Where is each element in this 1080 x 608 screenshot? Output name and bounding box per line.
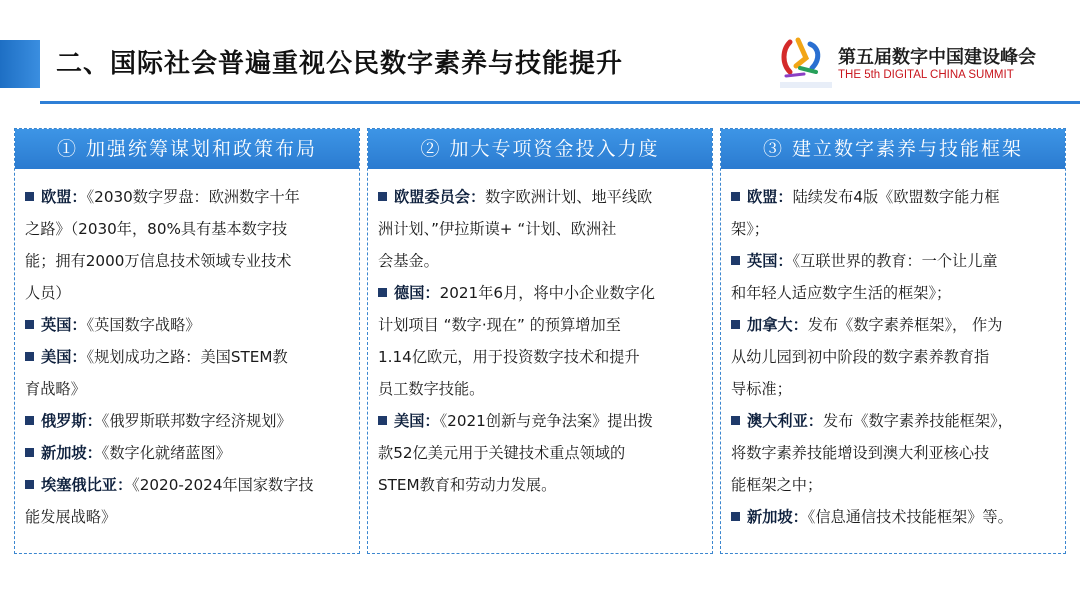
item-country: 欧盟委员会：	[394, 188, 486, 206]
item-country: 欧盟：	[747, 188, 793, 206]
column-header: ② 加大专项资金投入力度	[368, 129, 712, 169]
list-item-continuation	[731, 469, 1057, 501]
square-bullet-icon	[378, 416, 387, 425]
column-policy	[14, 128, 360, 554]
list-item	[731, 309, 1057, 341]
list-item	[25, 341, 351, 373]
item-text: 《规划成功之路：美国STEM教	[86, 348, 288, 366]
item-text: 款52亿美元用于关键技术重点领域的	[378, 444, 626, 462]
item-text: 能；拥有2000万信息技术领域专业技术	[25, 252, 292, 270]
list-item-continuation	[378, 213, 704, 245]
item-text: 1.14亿欧元，用于投资数字技术和提升	[378, 348, 640, 366]
list-item-continuation	[25, 213, 351, 245]
item-text: 发布《数字素养技能框架》，	[822, 412, 1013, 430]
list-item	[731, 501, 1057, 533]
column-body	[25, 181, 351, 533]
column-header: ① 加强统筹谋划和政策布局	[15, 129, 359, 169]
item-text: 从幼儿园到初中阶段的数字素养教育指	[731, 348, 990, 366]
list-item-continuation	[731, 213, 1057, 245]
list-item-continuation	[378, 373, 704, 405]
column-body	[731, 181, 1057, 533]
summit-name-cn: 第五届数字中国建设峰会	[838, 47, 1036, 68]
item-country: 俄罗斯：	[41, 412, 102, 430]
item-text: 员工数字技能。	[378, 380, 485, 398]
item-country: 美国：	[41, 348, 87, 366]
item-country: 加拿大：	[747, 316, 808, 334]
slide-title: 二、国际社会普遍重视公民数字素养与技能提升	[56, 49, 624, 79]
list-item	[378, 181, 704, 213]
item-text: 《互联世界的教育：一个让儿童	[792, 252, 998, 270]
header-divider	[40, 101, 1080, 104]
summit-emblem-icon	[776, 36, 836, 92]
item-text: 育战略》	[25, 380, 86, 398]
column-header: ③ 建立数字素养与技能框架	[721, 129, 1065, 169]
item-text: 《俄罗斯联邦数字经济规划》	[101, 412, 292, 430]
item-country: 新加坡：	[747, 508, 808, 526]
item-text: 《2030数字罗盘：欧洲数字十年	[86, 188, 300, 206]
item-text: 将数字素养技能增设到澳大利亚核心技	[731, 444, 990, 462]
list-item	[25, 181, 351, 213]
list-item	[731, 405, 1057, 437]
item-text: 能框架之中；	[731, 476, 823, 494]
item-text: 《英国数字战略》	[86, 316, 201, 334]
square-bullet-icon	[25, 320, 34, 329]
item-text: 能发展战略》	[25, 508, 117, 526]
column-body	[378, 181, 704, 501]
summit-name-en: THE 5th DIGITAL CHINA SUMMIT	[838, 69, 1014, 81]
column-funding	[367, 128, 713, 554]
list-item-continuation	[731, 373, 1057, 405]
list-item-continuation	[25, 501, 351, 533]
item-text: 《信息通信技术技能框架》等。	[807, 508, 1013, 526]
square-bullet-icon	[25, 352, 34, 361]
item-text: 发布《数字素养框架》， 作为	[807, 316, 1003, 334]
item-text: 导标准；	[731, 380, 792, 398]
column-framework	[720, 128, 1066, 554]
item-text: 人员）	[25, 284, 71, 302]
item-text: 《2020-2024年国家数字技	[132, 476, 314, 494]
list-item	[731, 181, 1057, 213]
list-item-continuation	[25, 373, 351, 405]
list-item-continuation	[378, 437, 704, 469]
summit-logo	[776, 36, 1076, 92]
square-bullet-icon	[378, 288, 387, 297]
item-country: 澳大利亚：	[747, 412, 823, 430]
square-bullet-icon	[731, 416, 740, 425]
item-country: 英国：	[747, 252, 793, 270]
item-text: 2021年6月，将中小企业数字化	[439, 284, 655, 302]
list-item	[378, 277, 704, 309]
square-bullet-icon	[25, 448, 34, 457]
list-item	[378, 405, 704, 437]
item-text: 《2021创新与竞争法案》提出拨	[439, 412, 653, 430]
item-country: 欧盟：	[41, 188, 87, 206]
item-country: 德国：	[394, 284, 440, 302]
item-country: 美国：	[394, 412, 440, 430]
square-bullet-icon	[731, 320, 740, 329]
list-item	[25, 405, 351, 437]
item-text: 和年轻人适应数字生活的框架》；	[731, 284, 952, 302]
item-text: 陆续发布4版《欧盟数字能力框	[792, 188, 1000, 206]
list-item	[25, 309, 351, 341]
list-item-continuation	[378, 245, 704, 277]
list-item-continuation	[25, 277, 351, 309]
list-item-continuation	[378, 309, 704, 341]
square-bullet-icon	[25, 416, 34, 425]
square-bullet-icon	[378, 192, 387, 201]
title-accent-bar	[0, 40, 40, 88]
item-country: 埃塞俄比亚：	[41, 476, 133, 494]
item-text: 洲计划、”伊拉斯谟+ “计划、欧洲社	[378, 220, 617, 238]
item-text: 会基金。	[378, 252, 439, 270]
list-item-continuation	[731, 277, 1057, 309]
item-text: 计划项目 “数字·现在” 的预算增加至	[378, 316, 621, 334]
item-country: 英国：	[41, 316, 87, 334]
list-item-continuation	[378, 469, 704, 501]
square-bullet-icon	[25, 192, 34, 201]
square-bullet-icon	[731, 192, 740, 201]
square-bullet-icon	[25, 480, 34, 489]
list-item-continuation	[731, 341, 1057, 373]
square-bullet-icon	[731, 512, 740, 521]
item-text: 之路》（2030年，80%具有基本数字技	[25, 220, 288, 238]
list-item-continuation	[25, 245, 351, 277]
square-bullet-icon	[731, 256, 740, 265]
item-text: STEM教育和劳动力发展。	[378, 476, 557, 494]
item-country: 新加坡：	[41, 444, 102, 462]
list-item	[731, 245, 1057, 277]
list-item	[25, 469, 351, 501]
item-text: 数字欧洲计划、地平线欧	[485, 188, 653, 206]
list-item-continuation	[731, 437, 1057, 469]
item-text: 架》；	[731, 220, 769, 238]
list-item	[25, 437, 351, 469]
list-item-continuation	[378, 341, 704, 373]
item-text: 《数字化就绪蓝图》	[101, 444, 231, 462]
